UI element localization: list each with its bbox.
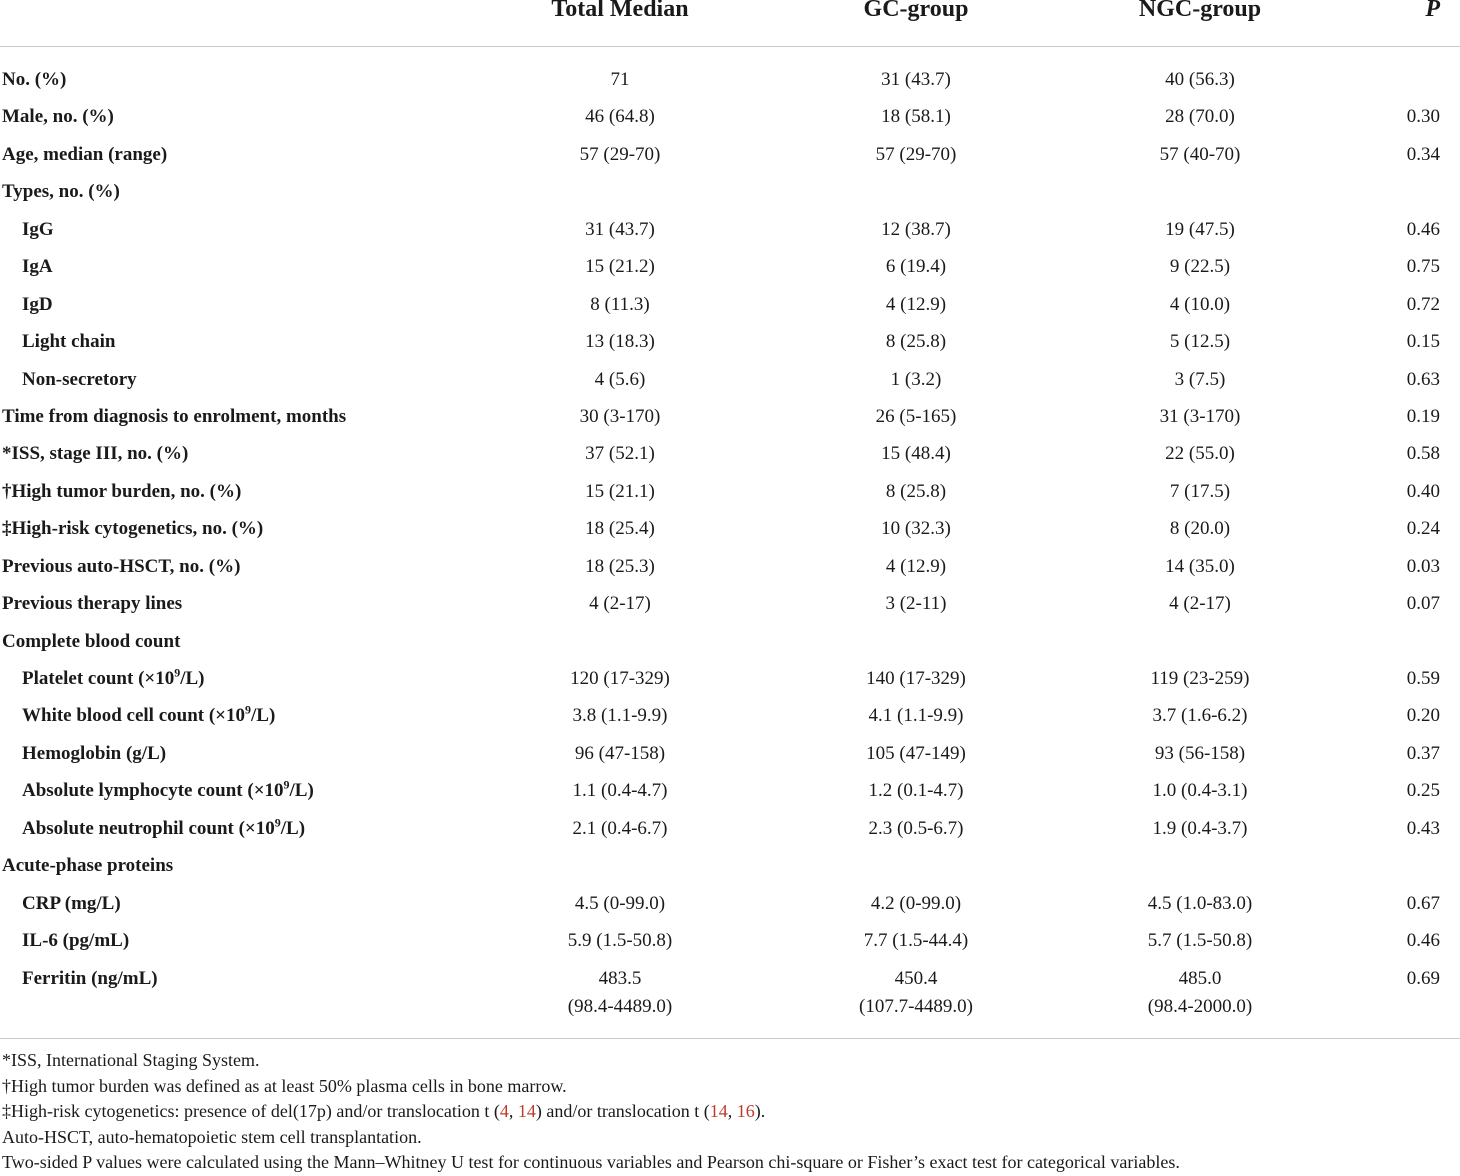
row-label: White blood cell count $(\times 10^9/L)$ [22,703,276,727]
table-row [0,60,1460,97]
row-label: Non-secretory [22,368,137,390]
table-row [0,884,1460,921]
header-gc-group: GC-group [863,0,969,22]
row-label: Absolute lymphocyte count $(\times 10^9/L)$ [22,777,314,802]
cell-p: 0.07 [1406,593,1440,615]
table-row [0,547,1460,584]
cell-gc: 1.2 (0.1-4.7) [868,780,964,802]
cell-total: 5.9 (1.5-50.8) [567,930,673,952]
cell-ngc: 28 (70.0) [1165,106,1235,128]
table-row [0,696,1460,733]
table-header [0,0,1460,47]
cell-ngc: 14 (35.0) [1165,555,1235,577]
cell-total: 57 (29-70) [579,143,661,165]
cell-total: 15 (21.2) [585,256,655,278]
cell-total: 71 [610,69,630,90]
table-row [0,472,1460,509]
table-row [0,921,1460,958]
cell-total: 31 (43.7) [585,218,655,240]
cell-p: 0.75 [1406,256,1440,278]
cell-total: 46 (64.8) [585,106,655,128]
table-row [0,434,1460,471]
cell-ngc: 4 (2-17) [1169,593,1231,615]
table-row [0,210,1460,247]
cell-gc: 4.2 (0-99.0) [870,892,962,914]
cell-ngc: 57 (40-70) [1159,143,1241,165]
cell-p: 0.67 [1406,892,1440,914]
cell-ngc: 8 (20.0) [1169,518,1231,540]
cell-total: 15 (21.1) [585,480,655,502]
section-label: Acute-phase proteins [2,855,174,877]
cell-gc: 3 (2-11) [885,593,947,615]
section-label: Complete blood count [2,630,181,652]
cell-total: 18 (25.3) [585,555,655,577]
cell-gc: 26 (5-165) [875,405,957,427]
cell-total: 96 (47-158) [574,742,666,764]
cell-gc: 6 (19.4) [885,256,947,278]
row-label: No. (%) [2,69,67,90]
row-label: Ferritin (ng/mL) [22,967,158,989]
section-label: Types, no. (%) [2,181,120,203]
row-label: Previous auto-HSCT, no. (%) [2,555,241,577]
table-footnotes [2,1048,1180,1176]
cell-total: 18 (25.4) [585,518,655,540]
table-row [0,247,1460,284]
cell-ngc: 40 (56.3) [1165,69,1235,90]
row-label: Time from diagnosis to enrolment, months [2,405,347,427]
table-row [0,285,1460,322]
table-body [0,60,1460,1019]
cell-ngc: 3.7 (1.6-6.2) [1152,705,1248,727]
table-section-row [0,622,1460,659]
table-row [0,584,1460,621]
cell-ngc: 1.0 (0.4-3.1) [1152,780,1248,802]
reference-link[interactable]: 16 [736,1101,755,1121]
row-label: †High tumor burden, no. (%) [2,480,242,502]
cell-ngc: 1.9 (0.4-3.7) [1152,817,1248,839]
row-label: IgG [22,218,54,240]
cell-p: 0.03 [1406,555,1440,577]
cell-total: 4.5 (0-99.0) [574,892,666,914]
cell-p: 0.20 [1406,705,1440,727]
footnote-p-values: Two-sided P values were calculated using the Mann–Whitney U test for continuous variables and Pearson chi-square or Fisher’s exact test for categorical variables. [2,1152,1180,1172]
cell-p: 0.34 [1406,143,1440,165]
cell-gc: 140 (17-329) [866,668,966,689]
table-row [0,659,1460,696]
table-row [0,809,1460,846]
cell-ngc: 5 (12.5) [1169,331,1231,353]
cell-p: 0.30 [1406,106,1440,128]
table-row [0,97,1460,134]
cell-p: 0.37 [1406,742,1440,764]
table-row [0,322,1460,359]
row-label: Male, no. (%) [2,106,114,128]
cell-gc: 105 (47-149) [866,742,966,764]
cell-total: 2.1 (0.4-6.7) [572,817,668,839]
cell-p: 0.40 [1406,480,1440,502]
cell-gc: 4 (12.9) [885,555,947,577]
row-label: Age, median (range) [2,143,168,165]
footer-divider [0,1038,1460,1039]
footnote-auto-hsct: Auto-HSCT, auto-hematopoietic stem cell transplantation. [2,1126,422,1147]
row-label: CRP (mg/L) [22,892,121,914]
cell-p: 0.24 [1406,518,1440,540]
cell-total: 8 (11.3) [590,293,650,315]
cell-gc: 18 (58.1) [881,106,951,128]
cell-gc: 57 (29-70) [875,143,957,165]
cell-total: 37 (52.1) [585,443,655,465]
table-row [0,397,1460,434]
cell-ngc: 7 (17.5) [1169,480,1231,502]
cell-gc: 31 (43.7) [881,69,951,90]
table-row [0,771,1460,808]
cell-gc: 2.3 (0.5-6.7) [868,817,964,839]
cell-total: 4 (2-17) [589,593,651,615]
cell-p: 0.46 [1406,930,1440,952]
cell-ngc: 4.5 (1.0-83.0) [1147,892,1253,914]
cell-ngc: 5.7 (1.5-50.8) [1147,930,1253,952]
cell-gc: 12 (38.7) [881,218,951,240]
row-label: IgD [22,293,53,315]
cell-gc: 4 (12.9) [885,293,947,315]
cell-p: 0.58 [1406,443,1440,465]
cell-p: 0.69 [1406,967,1440,989]
footnote-iss: *ISS, International Staging System. [2,1050,260,1070]
cell-p: 0.63 [1406,368,1440,390]
cell-p: 0.72 [1406,293,1440,315]
cell-ngc: 485.0 (98.4-2000.0) [1147,967,1253,1017]
table-section-row [0,172,1460,209]
header-ngc-group: NGC-group [1138,0,1262,22]
footnote-tumor-burden: †High tumor burden was defined as at least 50% plasma cells in bone marrow. [2,1075,567,1096]
cell-ngc: 9 (22.5) [1169,256,1231,278]
cell-p: 0.19 [1406,405,1440,427]
reference-link[interactable]: 14 [709,1101,728,1121]
cell-gc: 8 (25.8) [885,331,947,353]
cell-gc: 8 (25.8) [885,480,947,502]
row-label: Hemoglobin (g/L) [22,742,167,764]
cell-total: 30 (3-170) [579,405,661,427]
cell-gc: 10 (32.3) [881,518,951,540]
cell-p: 0.43 [1406,817,1440,839]
table-row [0,135,1460,172]
cell-p: 0.25 [1406,780,1440,802]
cell-gc: 450.4 (107.7-4489.0) [859,967,973,1017]
row-label: *ISS, stage III, no. (%) [2,443,189,465]
table-row [0,509,1460,546]
header-total-median: Total Median [551,0,689,22]
cell-p: 0.59 [1406,668,1440,689]
cell-ngc: 3 (7.5) [1174,368,1226,390]
cell-ngc: 4 (10.0) [1169,293,1231,315]
cell-total: 1.1 (0.4-4.7) [572,780,668,802]
cell-ngc: 31 (3-170) [1159,405,1241,427]
cell-total: 13 (18.3) [585,331,655,353]
row-label: IgA [22,256,53,278]
table-row [0,360,1460,397]
header-p-value: P [1425,0,1440,22]
cell-p: 0.15 [1406,331,1440,353]
row-label: Light chain [22,331,116,353]
row-label: IL-6 (pg/mL) [22,930,130,952]
cell-ngc: 93 (56-158) [1154,742,1246,764]
row-label: Absolute neutrophil count $(\times 10^9/L)$ [22,815,306,839]
cell-p: 0.46 [1406,218,1440,240]
cell-ngc: 119 (23-259) [1150,668,1250,689]
cell-ngc: 19 (47.5) [1165,218,1235,240]
row-label: ‡High-risk cytogenetics, no. (%) [2,518,264,540]
reference-link[interactable]: 14 [517,1101,536,1121]
row-label: Previous therapy lines [2,593,183,615]
cell-total: 3.8 (1.1-9.9) [572,705,668,727]
cell-total: 483.5 (98.4-4489.0) [567,967,673,1017]
cell-total: 4 (5.6) [594,368,646,390]
cell-gc: 15 (48.4) [881,443,951,465]
reference-link[interactable]: 4 [499,1101,509,1121]
cell-ngc: 22 (55.0) [1165,443,1235,465]
cell-gc: 4.1 (1.1-9.9) [868,705,964,727]
cell-gc: 7.7 (1.5-44.4) [863,930,969,952]
cell-total: 120 (17-329) [570,668,670,689]
table-section-row [0,846,1460,883]
row-label: Platelet count $(\times 10^9/L)$ [22,665,205,689]
table-row [0,959,1460,1019]
footnote-cytogenetics: ‡High-risk cytogenetics: presence of del(17p) and/or translocation t (4, 14) and/or translocation t (14, 16). [2,1101,766,1121]
cell-gc: 1 (3.2) [890,368,942,390]
table-row [0,734,1460,771]
